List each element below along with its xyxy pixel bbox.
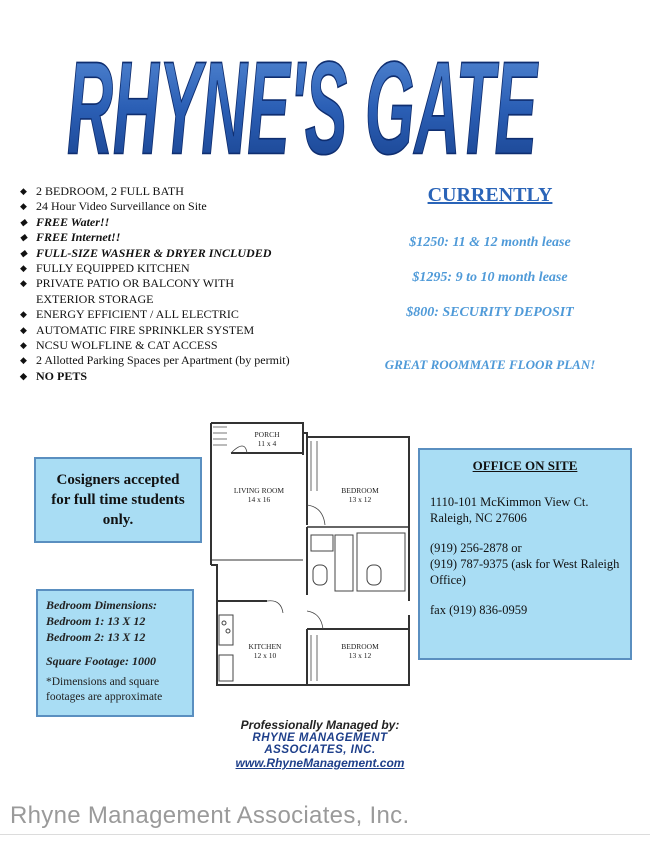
diamond-bullet-icon: ◆ xyxy=(20,278,27,289)
feature-item xyxy=(18,261,358,276)
diamond-bullet-icon: ◆ xyxy=(20,216,27,227)
feature-text: NO PETS xyxy=(36,368,88,383)
feature-item xyxy=(18,184,358,199)
dimensions-box xyxy=(36,589,194,717)
managed-by-label: Professionally Managed by: xyxy=(240,718,400,732)
feature-item xyxy=(18,307,358,322)
feature-item xyxy=(18,230,358,245)
feature-item xyxy=(18,246,358,261)
price-9-month: $1295: 9 to 10 month lease xyxy=(412,270,568,285)
feature-text: 2 BEDROOM, 2 FULL BATH xyxy=(36,184,184,198)
square-footage: Square Footage: 1000 xyxy=(46,654,157,668)
label-kitchen: KITCHEN xyxy=(248,642,282,651)
feature-text: NCSU WOLFLINE & CAT ACCESS xyxy=(36,338,218,353)
label-bedroom-top: BEDROOM xyxy=(341,486,379,495)
diamond-bullet-icon: ◆ xyxy=(20,355,27,366)
company-name-line-2: ASSOCIATES, INC. xyxy=(264,744,376,756)
label-bedroom-bottom-size: 13 x 12 xyxy=(348,651,372,660)
diamond-bullet-icon: ◆ xyxy=(20,247,27,258)
price-12-month: $1250: 11 & 12 month lease xyxy=(409,235,571,250)
feature-item xyxy=(18,292,358,307)
dimensions-note: *Dimensions and square footages are approximate xyxy=(46,676,163,703)
feature-text: EXTERIOR STORAGE xyxy=(36,291,154,306)
label-porch: PORCH xyxy=(254,430,280,439)
feature-item xyxy=(18,338,358,353)
diamond-bullet-icon: ◆ xyxy=(20,309,27,320)
bedroom-2-dimensions: Bedroom 2: 13 X 12 xyxy=(46,630,146,644)
office-heading: OFFICE ON SITE xyxy=(472,458,578,473)
feature-item xyxy=(18,369,358,384)
office-box xyxy=(418,448,632,660)
divider xyxy=(0,834,650,835)
office-fax: fax (919) 836-0959 xyxy=(430,603,528,617)
feature-list xyxy=(18,184,358,384)
diamond-bullet-icon: ◆ xyxy=(20,340,27,351)
feature-item xyxy=(18,276,358,291)
svg-text:RHYNE'S GATE: RHYNE'S GATE xyxy=(67,34,539,178)
office-address-2: Raleigh, NC 27606 xyxy=(430,511,527,525)
feature-text: 2 Allotted Parking Spaces per Apartment (by permit) xyxy=(36,353,290,368)
office-phone-1: (919) 256-2878 or xyxy=(430,541,522,555)
diamond-bullet-icon: ◆ xyxy=(20,263,27,274)
floor-plan xyxy=(207,415,413,693)
watermark: Rhyne Management Associates, Inc. xyxy=(10,802,410,829)
diamond-bullet-icon: ◆ xyxy=(20,232,27,243)
bedroom-1-dimensions: Bedroom 1: 13 X 12 xyxy=(46,614,146,628)
cosigners-box xyxy=(34,457,202,543)
feature-text: PRIVATE PATIO OR BALCONY WITH xyxy=(36,276,235,291)
cosigners-text: Cosigners accepted for full time students only. xyxy=(51,472,185,528)
diamond-bullet-icon: ◆ xyxy=(20,324,27,335)
feature-item xyxy=(18,199,358,214)
feature-text: 24 Hour Video Surveillance on Site xyxy=(36,199,207,214)
label-living: LIVING ROOM xyxy=(233,486,285,495)
office-address-1: 1110-101 McKimmon View Ct. xyxy=(430,495,589,509)
managed-by xyxy=(200,718,440,770)
label-porch-size: 11 x 4 xyxy=(257,439,277,448)
feature-text: AUTOMATIC FIRE SPRINKLER SYSTEM xyxy=(36,322,255,337)
currently-heading: CURRENTLY xyxy=(427,184,553,206)
feature-item xyxy=(18,215,358,230)
label-bedroom-bottom: BEDROOM xyxy=(341,642,379,651)
roommate-tagline: GREAT ROOMMATE FLOOR PLAN! xyxy=(384,357,596,372)
diamond-bullet-icon: ◆ xyxy=(20,186,27,196)
feature-text: FULLY EQUIPPED KITCHEN xyxy=(36,261,190,276)
label-bedroom-top-size: 13 x 12 xyxy=(348,495,372,504)
dimensions-heading: Bedroom Dimensions: xyxy=(46,598,158,612)
diamond-bullet-icon: ◆ xyxy=(20,370,27,381)
feature-item xyxy=(18,323,358,338)
rhynes-gate-title xyxy=(60,28,540,178)
feature-text: FULL-SIZE WASHER & DRYER INCLUDED xyxy=(36,245,272,260)
diamond-bullet-icon: ◆ xyxy=(20,201,27,212)
office-phone-2: (919) 787-9375 (ask for West Raleigh Office) xyxy=(430,557,620,587)
label-kitchen-size: 12 x 10 xyxy=(253,651,277,660)
feature-text: FREE Water!! xyxy=(36,214,110,229)
feature-text: FREE Internet!! xyxy=(36,230,121,245)
company-website-link[interactable]: www.RhyneManagement.com xyxy=(235,756,405,770)
label-living-size: 14 x 16 xyxy=(247,495,271,504)
feature-text: ENERGY EFFICIENT / ALL ELECTRIC xyxy=(36,307,239,322)
security-deposit: $800: SECURITY DEPOSIT xyxy=(406,305,574,320)
company-name-line-1: RHYNE MANAGEMENT xyxy=(252,732,388,744)
feature-item xyxy=(18,353,358,368)
